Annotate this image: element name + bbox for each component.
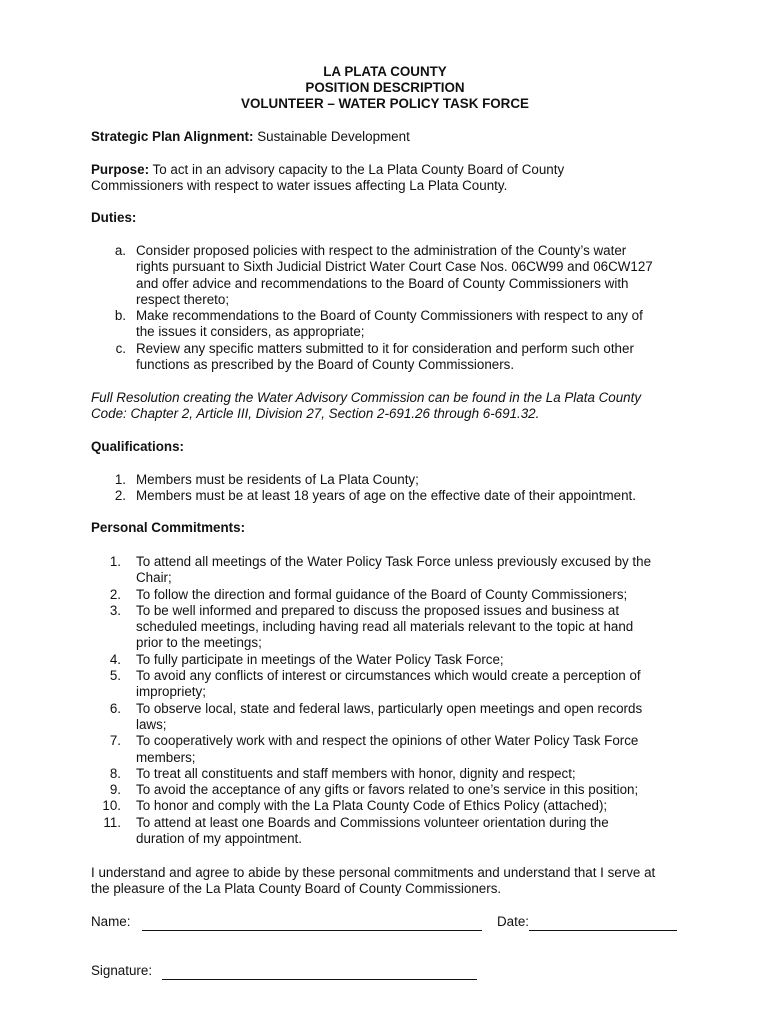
name-line[interactable]: [142, 914, 482, 931]
list-item-line: To avoid any conflicts of interest or circumstances which would create a perception of: [136, 668, 641, 684]
purpose-label: Purpose:: [91, 162, 150, 177]
agreement-statement: [91, 865, 655, 898]
qualifications-list: [114, 472, 636, 505]
list-item: [114, 308, 653, 341]
list-item: [109, 651, 651, 668]
resolution-note-line-2: Code: Chapter 2, Article III, Division 27, Section 2-691.26 through 6-691.32.: [91, 406, 540, 422]
list-item: [114, 488, 636, 504]
list-marker: 2.: [114, 488, 126, 504]
document-title: [0, 64, 770, 112]
list-item-line: To treat all constituents and staff members with honor, dignity and respect;: [136, 765, 576, 781]
list-marker: 5.: [109, 668, 121, 684]
list-marker: 4.: [109, 651, 121, 667]
list-item: [109, 733, 651, 766]
list-item-line: Members must be residents of La Plata County;: [136, 472, 419, 487]
list-marker: 10.: [102, 798, 121, 814]
signature-label: Signature:: [91, 963, 153, 978]
list-item-line: To cooperatively work with and respect the opinions of other Water Policy Task Force: [136, 733, 639, 749]
agreement-line-1: I understand and agree to abide by these personal commitments and understand that I serve at: [91, 865, 656, 880]
list-item: [114, 472, 636, 488]
list-item: [109, 700, 651, 734]
list-item-line: the issues it considers, as appropriate;: [136, 324, 365, 340]
date-label: Date:: [497, 914, 530, 929]
list-item-line: Chair;: [136, 570, 172, 586]
name-row: [91, 914, 482, 931]
list-marker: 3.: [109, 602, 121, 618]
list-item-line: Consider proposed policies with respect to the administration of the County’s water: [136, 243, 627, 258]
alignment-value: Sustainable Development: [257, 129, 410, 144]
list-item-line: respect thereto;: [136, 291, 230, 307]
agreement-line-2: the pleasure of the La Plata County Board of County Commissioners.: [91, 881, 502, 897]
list-marker: 11.: [103, 814, 121, 830]
list-item-line: To avoid the acceptance of any gifts or favors related to one’s service in this position;: [136, 782, 639, 798]
qualifications-heading: Qualifications:: [91, 439, 185, 454]
list-item-line: To follow the direction and formal guidance of the Board of County Commissioners;: [136, 586, 628, 602]
date-row: [497, 914, 677, 931]
purpose-text-line-2: Commissioners with respect to water issues affecting La Plata County.: [91, 178, 508, 194]
list-item-line: To fully participate in meetings of the Water Policy Task Force;: [136, 651, 504, 667]
list-item: [109, 668, 651, 701]
list-item: [115, 340, 653, 374]
list-item: [103, 814, 651, 848]
list-item-line: laws;: [136, 716, 167, 732]
list-item-line: Members must be at least 18 years of age on the effective date of their appointment.: [136, 488, 636, 504]
list-marker: 9.: [109, 782, 121, 798]
list-item: [109, 765, 651, 782]
list-item: [109, 554, 652, 587]
purpose-section: [91, 162, 564, 195]
title-line-position: POSITION DESCRIPTION: [305, 80, 465, 95]
list-item-line: To attend at least one Boards and Commissions volunteer orientation during the: [136, 814, 609, 830]
list-item: [109, 602, 651, 652]
date-line[interactable]: [529, 914, 677, 931]
list-item: [109, 782, 651, 798]
list-item-line: To be well informed and prepared to discuss the proposed issues and business at: [136, 602, 620, 618]
signature-line[interactable]: [162, 963, 477, 980]
list-item-line: rights pursuant to Sixth Judicial District Water Court Case Nos. 06CW99 and 06CW127: [136, 259, 653, 275]
list-marker: b.: [114, 308, 126, 324]
list-marker: 6.: [109, 700, 121, 716]
list-item-line: To honor and comply with the La Plata County Code of Ethics Policy (attached);: [136, 798, 608, 814]
duties-heading: Duties:: [91, 210, 137, 225]
list-marker: c.: [115, 340, 126, 356]
resolution-note: [91, 390, 641, 423]
duties-list: [114, 243, 653, 373]
title-line-volunteer: VOLUNTEER – WATER POLICY TASK FORCE: [241, 96, 529, 111]
strategic-alignment: [91, 129, 410, 145]
list-marker: 1.: [114, 472, 126, 487]
name-label: Name:: [91, 914, 131, 929]
list-item-line: impropriety;: [136, 684, 206, 700]
list-marker: a.: [114, 243, 126, 258]
list-marker: 1.: [109, 554, 121, 569]
list-item-line: prior to the meetings;: [136, 635, 262, 651]
title-line-county: LA PLATA COUNTY: [323, 64, 447, 79]
commitments-list: [102, 554, 652, 847]
list-marker: 8.: [109, 765, 121, 781]
list-item-line: Review any specific matters submitted to it for consideration and perform such other: [136, 340, 634, 356]
list-item-line: members;: [136, 749, 196, 765]
list-item-line: Make recommendations to the Board of County Commissioners with respect to any of: [136, 308, 643, 324]
list-item-line: To observe local, state and federal laws, particularly open meetings and open records: [136, 700, 643, 716]
list-marker: 7.: [109, 733, 121, 749]
alignment-label: Strategic Plan Alignment:: [91, 129, 254, 144]
commitments-heading: Personal Commitments:: [91, 520, 246, 535]
resolution-note-line-1: Full Resolution creating the Water Advisory Commission can be found in the La Plata County: [91, 390, 642, 405]
list-item-line: functions as prescribed by the Board of County Commissioners.: [136, 357, 515, 373]
list-marker: 2.: [109, 586, 121, 602]
list-item: [114, 243, 653, 308]
signature-row: [91, 963, 477, 980]
list-item-line: To attend all meetings of the Water Policy Task Force unless previously excused by the: [136, 554, 652, 569]
list-item-line: and offer advice and recommendations to the Board of County Commissioners with: [136, 275, 629, 291]
purpose-text-line-1: To act in an advisory capacity to the La Plata County Board of County: [152, 162, 565, 177]
list-item-line: duration of my appointment.: [136, 831, 302, 847]
list-item: [109, 586, 651, 603]
list-item-line: scheduled meetings, including having read all materials relevant to the topic at hand: [136, 619, 634, 635]
list-item: [102, 798, 651, 814]
